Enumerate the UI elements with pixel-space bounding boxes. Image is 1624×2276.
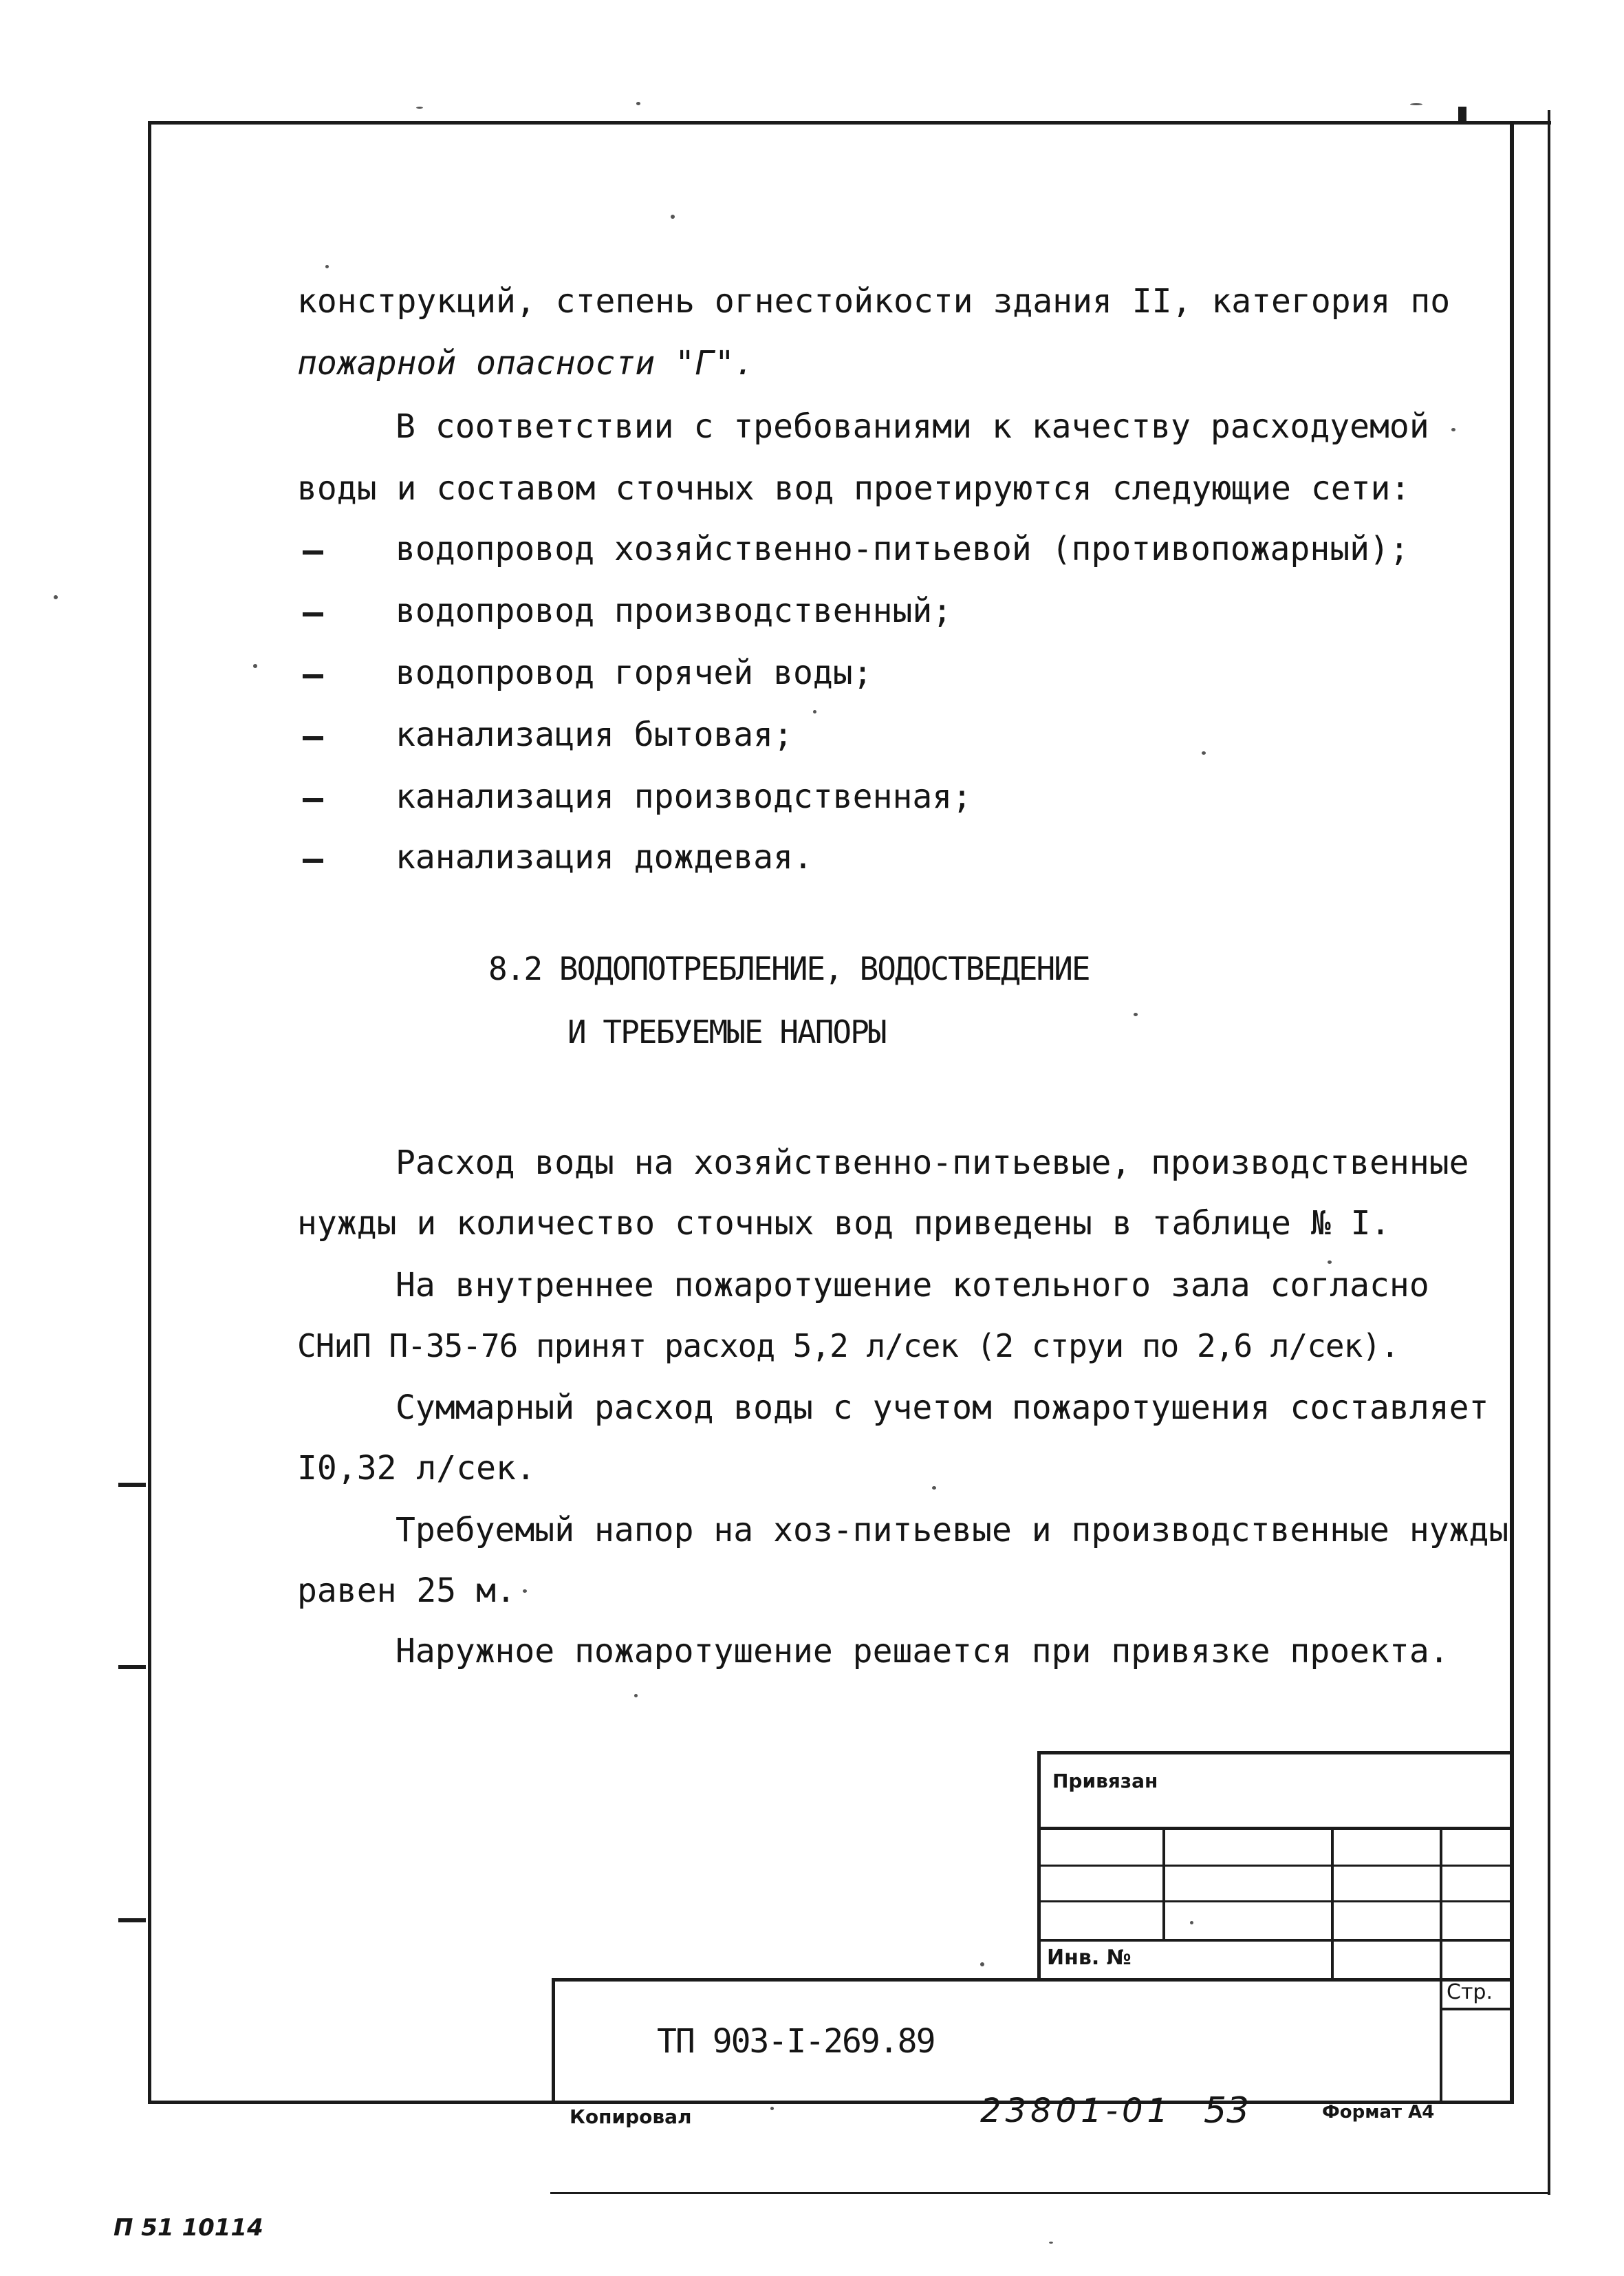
paragraph1-line1: конструкций, степень огнестойкости здания II, категория по [297,282,1451,321]
scan-speck [980,1962,984,1966]
body-line-5: Суммарный расход воды с учетом пожаротушения составляет [396,1388,1489,1427]
list-bullet [303,736,323,740]
paragraph2-line2: воды и составом сточных вод проетируются следующие сети: [297,469,1411,508]
list-bullet [303,612,323,616]
margin-tick-3 [118,1918,146,1922]
body-line-3: На внутреннее пожаротушение котельного зала согласно [396,1266,1429,1305]
outer-bottom-edge [550,2192,1550,2194]
scan-speck [1049,2242,1053,2244]
stamp-col-line-3 [1440,1827,1442,2102]
stamp-col-line-1 [1162,1827,1165,1940]
body-line-9: Наружное пожаротушение решается при привязке проекта. [396,1632,1449,1671]
scan-speck [1202,751,1206,755]
print-code: П 51 10114 [113,2214,263,2242]
scan-speck [932,1486,936,1490]
body-line-6: I0,32 л/сек. [297,1449,536,1488]
sheet-number: 53 [1204,2090,1250,2132]
list-item: канализация бытовая; [396,716,793,754]
scan-speck [1451,428,1455,431]
scan-speck [1328,1260,1332,1264]
scan-speck [770,2107,774,2110]
margin-tick-2 [118,1665,146,1669]
scan-speck [1190,1921,1193,1924]
margin-tick-1 [118,1483,146,1487]
title-box-left-line [552,1978,555,2103]
scan-speck [813,710,816,713]
page-label: Стр. [1447,1980,1493,2004]
frame-bottom-border [148,2101,1514,2104]
frame-top-border [148,121,1551,125]
list-item: канализация дождевая. [396,838,813,877]
doc-code: ТП 903-I-269.89 [657,2022,935,2061]
scan-speck [523,1589,527,1593]
body-line-7: Требуемый напор на хоз-питьевые и производственные нужды [396,1511,1509,1549]
list-item: водопровод производственный; [396,592,953,630]
scan-speck [634,1694,638,1697]
paragraph1-line2: пожарной опасности "Г". [297,344,755,383]
paragraph2-line1: В соответствии с требованиями к качеству расходуемой [396,407,1429,446]
scan-speck [325,265,329,268]
body-line-8: равен 25 м. [297,1571,516,1610]
scan-speck [671,215,675,219]
archive-number: 23801-01 [980,2092,1173,2130]
body-line-1: Расход воды на хозяйственно-питьевые, производственные [396,1144,1469,1182]
stamp-top-line [1037,1751,1513,1754]
inv-label: Инв. № [1047,1946,1132,1970]
scan-speck [636,102,640,105]
bound-label: Привязан [1052,1770,1158,1792]
scan-speck [253,664,257,668]
list-item: канализация производственная; [396,777,973,816]
scan-speck [416,107,423,109]
list-bullet [303,798,323,802]
title-box-top-line [552,1978,1513,1982]
copied-label: Копировал [570,2105,692,2128]
outer-right-edge [1548,110,1550,2195]
scan-speck [1134,1013,1138,1016]
section-heading-line1: 8.2 ВОДОПОТРЕБЛЕНИЕ, ВОДОСТВЕДЕНИЕ [488,950,1090,987]
top-corner-mark [1458,107,1466,124]
body-line-4: СНиП П-35-76 принят расход 5,2 л/сек (2 струи по 2,6 л/сек). [297,1327,1399,1364]
page-cell-divider [1440,2008,1513,2010]
scan-speck [54,595,58,599]
list-item: водопровод горячей воды; [396,654,873,692]
body-line-2: нужды и количество сточных вод приведены в таблице № I. [297,1204,1391,1243]
section-heading-line2: И ТРЕБУЕМЫЕ НАПОРЫ [567,1013,886,1051]
list-item: водопровод хозяйственно-питьевой (противопожарный); [396,530,1409,568]
frame-left-border [148,121,151,2104]
list-bullet [303,859,323,863]
scan-speck [1410,103,1422,105]
list-bullet [303,550,323,555]
stamp-col-line-2 [1331,1827,1334,1979]
list-bullet [303,674,323,678]
format-label: Формат А4 [1322,2102,1435,2123]
frame-right-border [1510,121,1514,2104]
